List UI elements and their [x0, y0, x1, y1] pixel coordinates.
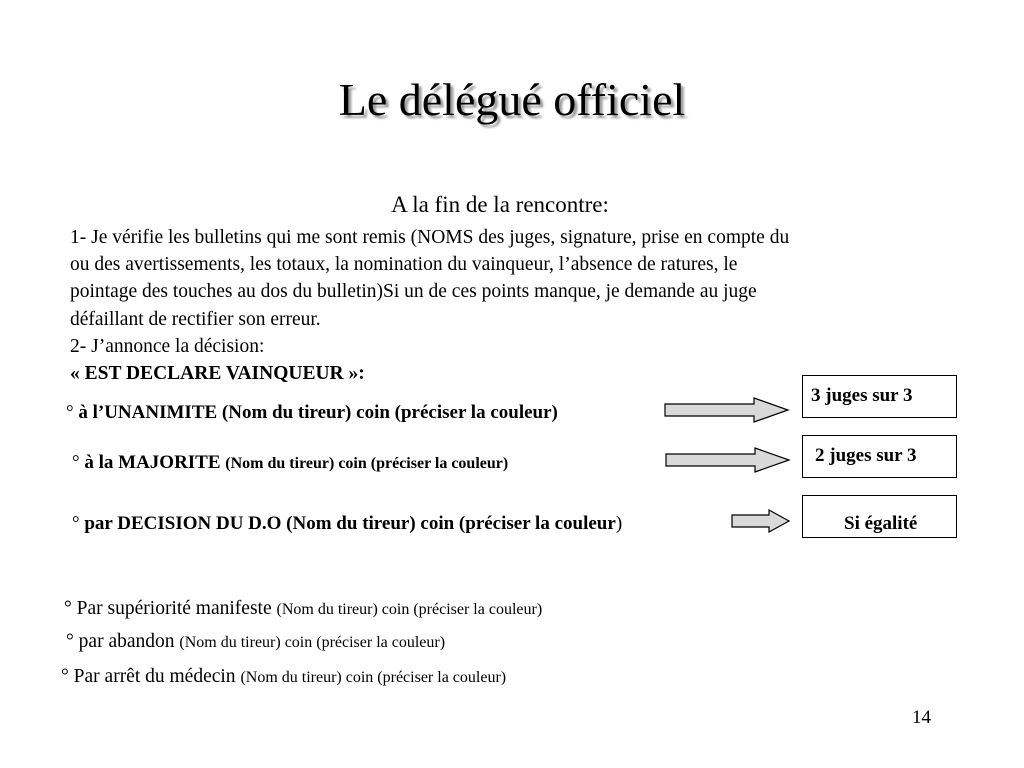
verdict-do-decision	[72, 512, 622, 536]
case-label: ° par abandon	[66, 631, 180, 652]
judges-box-majority	[802, 435, 957, 478]
verdict-majority	[72, 451, 508, 476]
case-doctor-stop	[61, 665, 506, 690]
arrow-right-icon	[665, 447, 791, 473]
case-detail: (Nom du tireur) coin (préciser la couleur)	[276, 601, 543, 618]
paragraph-line: défaillant de rectifier son erreur.	[70, 308, 321, 330]
subtitle: A la fin de la rencontre:	[391, 192, 609, 217]
paragraph-line: pointage des touches au dos du bulletin)Si un de ces points manque, je demande au juge	[70, 281, 757, 303]
case-label: ° Par arrêt du médecin	[61, 666, 241, 687]
paragraph-line: ou des avertissements, les totaux, la nomination du vainqueur, l’absence de ratures, le	[70, 254, 738, 276]
judges-box-unanimity	[802, 375, 957, 418]
verdict-unanimity	[66, 401, 558, 426]
bullet-prefix: °	[72, 452, 85, 473]
declaration-line: « EST DECLARE VAINQUEUR »:	[70, 363, 365, 385]
slide-title: Le délégué officiel	[338, 74, 686, 125]
verdict-detail: (Nom du tireur) coin (préciser la couleur)	[225, 455, 509, 472]
verdict-text: à la MAJORITE	[84, 452, 226, 473]
page-number: 14	[912, 707, 931, 728]
instructions-paragraph	[70, 224, 930, 387]
case-detail: (Nom du tireur) coin (préciser la couleur)	[179, 634, 446, 651]
arrow-right-icon	[664, 397, 790, 423]
case-detail: (Nom du tireur) coin (préciser la couleur)	[240, 669, 507, 686]
paragraph-line: 1- Je vérifie les bulletins qui me sont remis (NOMS des juges, signature, prise en compte du	[70, 227, 790, 248]
verdict-detail: )	[615, 513, 623, 534]
bullet-prefix: °	[66, 402, 79, 423]
box-label: 3 juges sur 3	[811, 385, 913, 406]
verdict-text: par DECISION DU D.O (Nom du tireur) coin (préciser la couleur	[84, 513, 616, 534]
paragraph-line: 2- J’annonce la décision:	[70, 335, 265, 357]
case-manifest-superiority	[64, 597, 542, 622]
judges-box-tie	[802, 495, 957, 538]
case-abandon	[66, 630, 445, 655]
box-label: 2 juges sur 3	[815, 445, 917, 466]
bullet-prefix: °	[72, 513, 85, 534]
box-label: Si égalité	[844, 513, 918, 534]
arrow-right-icon	[731, 509, 791, 533]
verdict-text: à l’UNANIMITE (Nom du tireur) coin (préciser la couleur)	[78, 402, 558, 423]
case-label: ° Par supériorité manifeste	[64, 598, 277, 619]
